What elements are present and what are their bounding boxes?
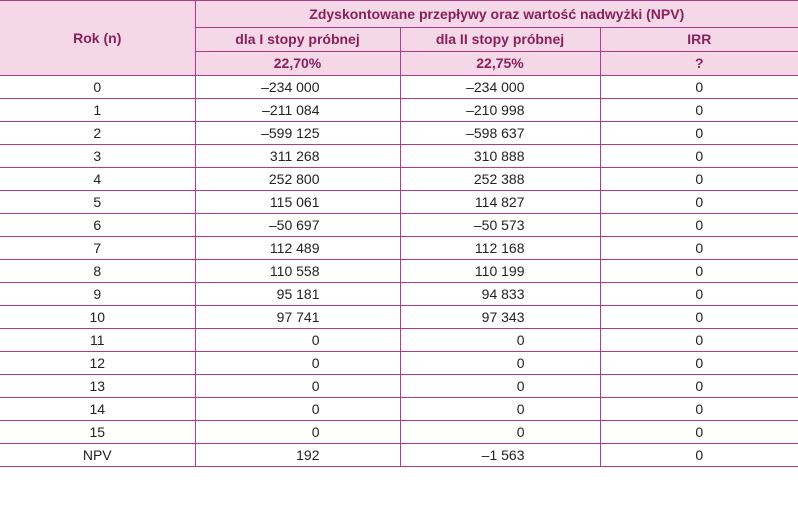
header-col3-rate: ? <box>600 52 798 76</box>
irr-cell: 0 <box>600 168 798 191</box>
npv-rate2-cell: 94 833 <box>400 283 600 306</box>
npv-rate1-cell: 0 <box>195 352 400 375</box>
table-row <box>0 260 798 283</box>
table-row <box>0 168 798 191</box>
table-row <box>0 122 798 145</box>
header-col3-label: IRR <box>600 28 798 52</box>
year-cell: 4 <box>0 168 195 191</box>
irr-cell: 0 <box>600 306 798 329</box>
header-main-title: Zdyskontowane przepływy oraz wartość nadwyżki (NPV) <box>195 1 798 28</box>
year-cell: 14 <box>0 398 195 421</box>
npv-rate2-cell: –50 573 <box>400 214 600 237</box>
table-header <box>0 1 798 76</box>
year-cell: 5 <box>0 191 195 214</box>
npv-rate1-cell: 192 <box>195 444 400 467</box>
year-cell: 6 <box>0 214 195 237</box>
npv-rate1-cell: 0 <box>195 421 400 444</box>
irr-cell: 0 <box>600 214 798 237</box>
year-cell: 0 <box>0 76 195 99</box>
irr-cell: 0 <box>600 375 798 398</box>
table-row <box>0 375 798 398</box>
npv-rate2-cell: 0 <box>400 398 600 421</box>
npv-rate2-cell: 0 <box>400 421 600 444</box>
npv-rate2-cell: 0 <box>400 329 600 352</box>
npv-rate2-cell: 114 827 <box>400 191 600 214</box>
irr-cell: 0 <box>600 122 798 145</box>
table-row <box>0 352 798 375</box>
year-cell: 7 <box>0 237 195 260</box>
npv-rate1-cell: –234 000 <box>195 76 400 99</box>
table-row <box>0 145 798 168</box>
year-cell: 2 <box>0 122 195 145</box>
npv-rate1-cell: –599 125 <box>195 122 400 145</box>
year-cell: 10 <box>0 306 195 329</box>
table-row <box>0 329 798 352</box>
header-col2-rate: 22,75% <box>400 52 600 76</box>
npv-rate1-cell: 252 800 <box>195 168 400 191</box>
npv-rate1-cell: 0 <box>195 398 400 421</box>
npv-rate2-cell: 0 <box>400 375 600 398</box>
npv-rate1-cell: 311 268 <box>195 145 400 168</box>
table-row <box>0 398 798 421</box>
npv-rate1-cell: –211 084 <box>195 99 400 122</box>
table-row <box>0 444 798 467</box>
irr-cell: 0 <box>600 398 798 421</box>
year-cell: 1 <box>0 99 195 122</box>
table-row <box>0 421 798 444</box>
npv-rate1-cell: 112 489 <box>195 237 400 260</box>
npv-rate2-cell: 97 343 <box>400 306 600 329</box>
npv-rate1-cell: 0 <box>195 375 400 398</box>
npv-rate2-cell: –598 637 <box>400 122 600 145</box>
irr-cell: 0 <box>600 145 798 168</box>
year-cell: 12 <box>0 352 195 375</box>
irr-cell: 0 <box>600 237 798 260</box>
npv-rate2-cell: 252 388 <box>400 168 600 191</box>
irr-cell: 0 <box>600 444 798 467</box>
irr-cell: 0 <box>600 329 798 352</box>
npv-rate1-cell: 110 558 <box>195 260 400 283</box>
irr-cell: 0 <box>600 421 798 444</box>
table-row <box>0 283 798 306</box>
irr-cell: 0 <box>600 191 798 214</box>
irr-cell: 0 <box>600 260 798 283</box>
header-col2-label: dla II stopy próbnej <box>400 28 600 52</box>
header-rok: Rok (n) <box>0 1 195 76</box>
npv-rate2-cell: –1 563 <box>400 444 600 467</box>
npv-rate2-cell: 112 168 <box>400 237 600 260</box>
npv-rate1-cell: 115 061 <box>195 191 400 214</box>
year-cell: 3 <box>0 145 195 168</box>
npv-rate2-cell: 310 888 <box>400 145 600 168</box>
npv-rate2-cell: 0 <box>400 352 600 375</box>
table-row <box>0 237 798 260</box>
table-body <box>0 76 798 467</box>
irr-cell: 0 <box>600 76 798 99</box>
table-row <box>0 99 798 122</box>
npv-rate1-cell: 0 <box>195 329 400 352</box>
npv-rate2-cell: –210 998 <box>400 99 600 122</box>
npv-rate2-cell: –234 000 <box>400 76 600 99</box>
irr-cell: 0 <box>600 283 798 306</box>
npv-rate2-cell: 110 199 <box>400 260 600 283</box>
npv-rate1-cell: 97 741 <box>195 306 400 329</box>
table-row <box>0 76 798 99</box>
irr-cell: 0 <box>600 99 798 122</box>
year-cell: 11 <box>0 329 195 352</box>
header-col1-label: dla I stopy próbnej <box>195 28 400 52</box>
table-row <box>0 191 798 214</box>
npv-rate1-cell: 95 181 <box>195 283 400 306</box>
year-cell: 15 <box>0 421 195 444</box>
npv-rate1-cell: –50 697 <box>195 214 400 237</box>
year-cell: NPV <box>0 444 195 467</box>
table-row <box>0 214 798 237</box>
table-row <box>0 306 798 329</box>
year-cell: 8 <box>0 260 195 283</box>
header-col1-rate: 22,70% <box>195 52 400 76</box>
year-cell: 13 <box>0 375 195 398</box>
irr-cell: 0 <box>600 352 798 375</box>
year-cell: 9 <box>0 283 195 306</box>
